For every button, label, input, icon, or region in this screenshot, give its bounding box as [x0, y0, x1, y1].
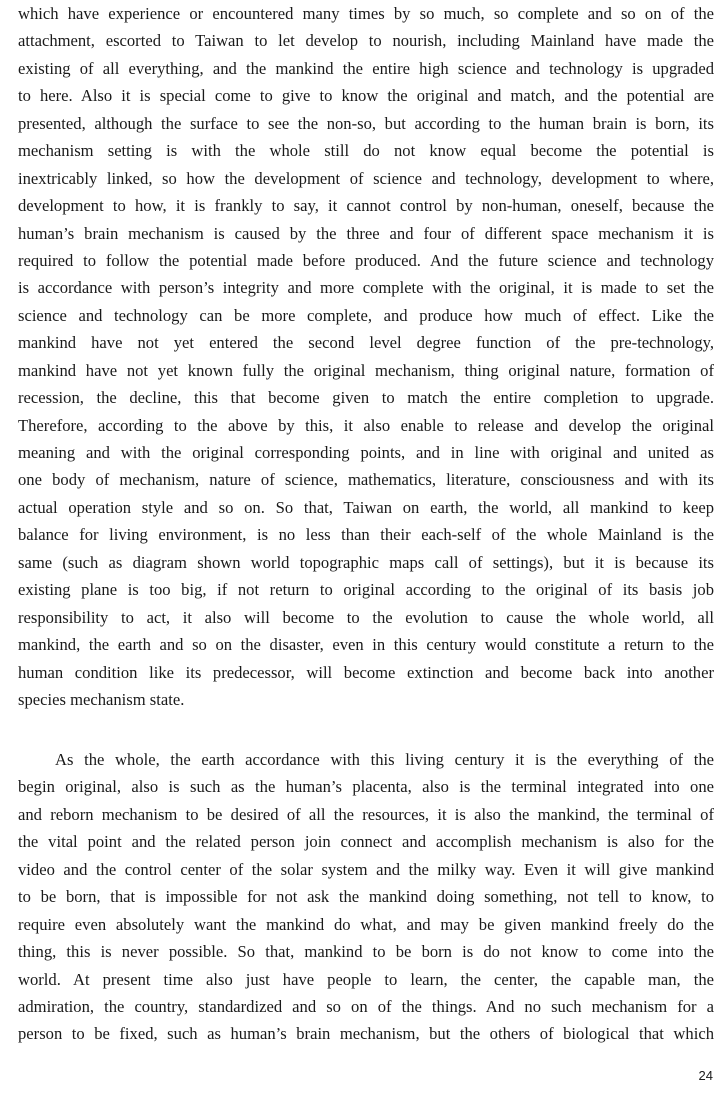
text-line: science and technology can be more complete, and produce how much of effect. Like the [18, 305, 714, 325]
text-line: attachment, escorted to Taiwan to let develop to nourish, including Mainland have made the [18, 31, 714, 51]
text-line: and reborn mechanism to be desired of all the resources, it is also the mankind, the terminal of [18, 804, 714, 824]
text-line: balance for living environment, is no less than their each-self of the whole Mainland is the [18, 525, 714, 545]
text-line: to be born, that is impossible for not ask the mankind doing something, not tell to know, to [18, 887, 714, 907]
text-line: inextricably linked, so how the development of science and technology, development to where, [18, 168, 714, 188]
text-line: responsibility to act, it also will become to the evolution to cause the whole world, all [18, 607, 714, 627]
text-line: is accordance with person’s integrity and more complete with the original, it is made to set the [18, 278, 714, 298]
text-line: mankind have not yet entered the second level degree function of the pre-technology, [18, 333, 714, 353]
text-line: mechanism setting is with the whole still do not know equal become the potential is [18, 141, 714, 161]
text-line: which have experience or encountered many times by so much, so complete and so on of the [18, 4, 714, 23]
text-line: actual operation style and so on. So that, Taiwan on earth, the world, all mankind to keep [18, 497, 714, 517]
text-line: existing plane is too big, if not return to original according to the original of its basis job [18, 580, 714, 600]
text-line: meaning and with the original corresponding points, and in line with original and united as [18, 443, 714, 462]
text-line: same (such as diagram shown world topographic maps call of settings), but it is because its [18, 552, 714, 572]
text-line: human’s brain mechanism is caused by the three and four of different space mechanism it is [18, 223, 714, 243]
text-line: development to how, it is frankly to say, it cannot control by non-human, oneself, because the [18, 196, 714, 216]
text-line: the vital point and the related person join connect and accomplish mechanism is also for the [18, 832, 714, 852]
text-line: admiration, the country, standardized and so on of the things. And no such mechanism for a [18, 996, 714, 1016]
page-number: 24 [698, 1068, 713, 1083]
text-line: human condition like its predecessor, will become extinction and become back into another [18, 662, 714, 682]
text-line: require even absolutely want the mankind do what, and may be given mankind freely do the [18, 914, 714, 934]
text-line: video and the control center of the solar system and the milky way. Even it will give mankind [18, 859, 714, 879]
text-line: Therefore, according to the above by this, it also enable to release and develop the original [18, 415, 714, 435]
text-line: person to be fixed, such as human’s brain mechanism, but the others of biological that which [18, 1024, 714, 1044]
text-line: existing of all everything, and the mankind the entire high science and technology is upgraded [18, 58, 714, 78]
text-line: required to follow the potential made before produced. And the future science and technology [18, 250, 714, 270]
text-line: mankind have not yet known fully the original mechanism, thing original nature, formation of [18, 360, 714, 380]
text-line: species mechanism state. [18, 689, 185, 709]
paragraph-2 [18, 746, 714, 1048]
paragraph-1 [18, 0, 714, 713]
text-line: thing, this is never possible. So that, mankind to be born is do not know to come into the [18, 942, 714, 962]
text-line: begin original, also is such as the human’s placenta, also is the terminal integrated into one [18, 777, 714, 797]
text-line: As the whole, the earth accordance with this living century it is the everything of the [55, 750, 714, 769]
text-line: presented, although the surface to see the non-so, but according to the human brain is born, its [18, 113, 714, 133]
text-line: mankind, the earth and so on the disaster, even in this century would constitute a return to the [18, 635, 714, 655]
text-line: to here. Also it is special come to give to know the original and match, and the potential are [18, 86, 714, 106]
text-line: one body of mechanism, nature of science, mathematics, literature, consciousness and with its [18, 470, 714, 490]
text-line: world. At present time also just have people to learn, the center, the capable man, the [18, 969, 714, 989]
text-line: recession, the decline, this that become given to match the entire completion to upgrade. [18, 388, 714, 408]
